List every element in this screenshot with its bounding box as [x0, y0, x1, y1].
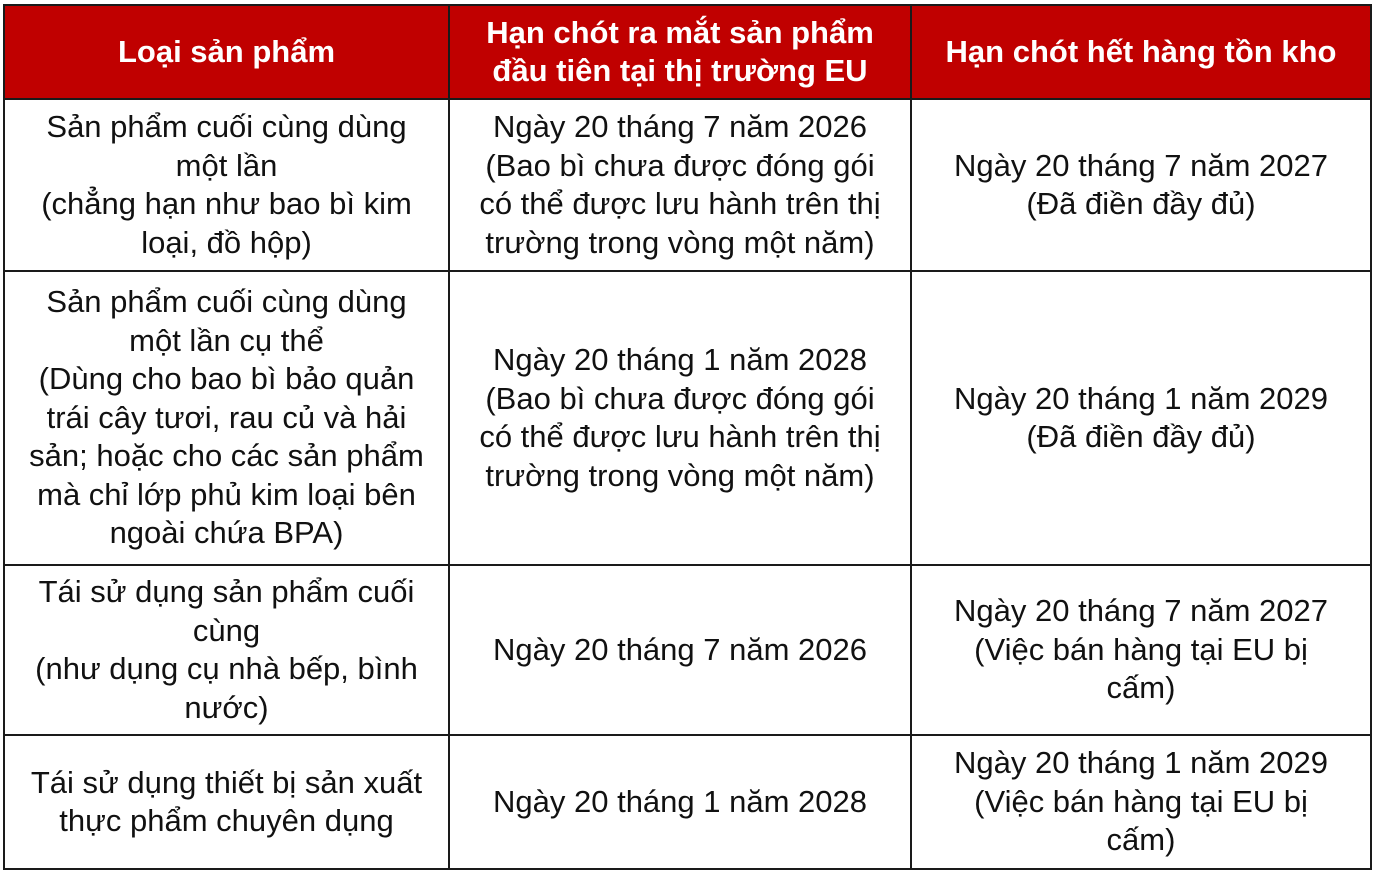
cell-line: Ngày 20 tháng 7 năm 2027	[954, 593, 1328, 629]
header-text: Loại sản phẩm	[117, 34, 336, 69]
launch-deadline-cell	[449, 99, 911, 271]
product-type-cell	[4, 271, 449, 565]
cell-line: mà chỉ lớp phủ kim loại bên	[37, 476, 416, 512]
table-row	[4, 565, 1371, 735]
cell-line: Ngày 20 tháng 1 năm 2028	[493, 783, 867, 819]
cell-line: (như dụng cụ nhà bếp, bình	[35, 651, 418, 686]
header-stock-deadline	[911, 5, 1371, 99]
cell-line: Tái sử dụng sản phẩm cuối	[38, 574, 415, 609]
bpa-deadline-table	[3, 4, 1372, 870]
header-text: Hạn chót ra mắt sản phẩm	[486, 15, 874, 50]
cell-line: (Dùng cho bao bì bảo quản	[38, 361, 415, 397]
cell-line: trái cây tươi, rau củ và hải	[46, 399, 407, 435]
cell-line: Tái sử dụng thiết bị sản xuất	[30, 764, 423, 800]
product-type-cell	[4, 99, 449, 271]
cell-line: Ngày 20 tháng 7 năm 2027	[954, 147, 1328, 183]
cell-line: Sản phẩm cuối cùng dùng	[46, 284, 407, 320]
cell-line: Ngày 20 tháng 1 năm 2028	[493, 342, 867, 377]
cell-line: (chẳng hạn như bao bì kim	[41, 186, 412, 221]
cell-line: trường trong vòng một năm)	[485, 224, 875, 260]
cell-line: một lần cụ thể	[129, 322, 324, 358]
cell-line: (Việc bán hàng tại EU bị	[974, 783, 1308, 819]
header-launch-deadline	[449, 5, 911, 99]
product-type-cell	[4, 735, 449, 869]
cell-line: cùng	[192, 612, 261, 648]
cell-line: Ngày 20 tháng 7 năm 2026	[493, 109, 867, 144]
cell-line: Ngày 20 tháng 1 năm 2029	[954, 380, 1328, 416]
product-type-cell	[4, 565, 449, 735]
cell-line: trường trong vòng một năm)	[485, 457, 875, 493]
cell-line: Sản phẩm cuối cùng dùng	[46, 109, 407, 144]
cell-line: cấm)	[1106, 670, 1176, 706]
table-row	[4, 735, 1371, 869]
header-row	[4, 5, 1371, 99]
header-text: Hạn chót hết hàng tồn kho	[945, 34, 1337, 69]
cell-line: một lần	[175, 147, 278, 183]
launch-deadline-cell	[449, 271, 911, 565]
cell-line: ngoài chứa BPA)	[109, 515, 344, 551]
stock-deadline-cell	[911, 735, 1371, 869]
launch-deadline-cell	[449, 565, 911, 735]
cell-line: (Bao bì chưa được đóng gói	[485, 147, 875, 183]
cell-line: (Việc bán hàng tại EU bị	[974, 631, 1308, 667]
stock-deadline-cell	[911, 271, 1371, 565]
cell-line: (Bao bì chưa được đóng gói	[485, 380, 875, 416]
cell-line: có thể được lưu hành trên thị	[479, 419, 881, 454]
cell-line: (Đã điền đầy đủ)	[1026, 186, 1256, 221]
cell-line: loại, đồ hộp)	[141, 224, 312, 260]
cell-line: thực phẩm chuyên dụng	[59, 803, 394, 838]
cell-line: Ngày 20 tháng 7 năm 2026	[493, 631, 867, 667]
cell-line: cấm)	[1106, 822, 1176, 858]
cell-line: sản; hoặc cho các sản phẩm	[29, 438, 424, 474]
cell-line: Ngày 20 tháng 1 năm 2029	[954, 745, 1328, 781]
table-row	[4, 271, 1371, 565]
cell-line: nước)	[184, 689, 269, 725]
table-row	[4, 99, 1371, 271]
header-product-type	[4, 5, 449, 99]
cell-line: (Đã điền đầy đủ)	[1026, 419, 1256, 454]
cell-line: có thể được lưu hành trên thị	[479, 186, 881, 221]
launch-deadline-cell	[449, 735, 911, 869]
stock-deadline-cell	[911, 565, 1371, 735]
stock-deadline-cell	[911, 99, 1371, 271]
header-text: đầu tiên tại thị trường EU	[492, 53, 868, 88]
